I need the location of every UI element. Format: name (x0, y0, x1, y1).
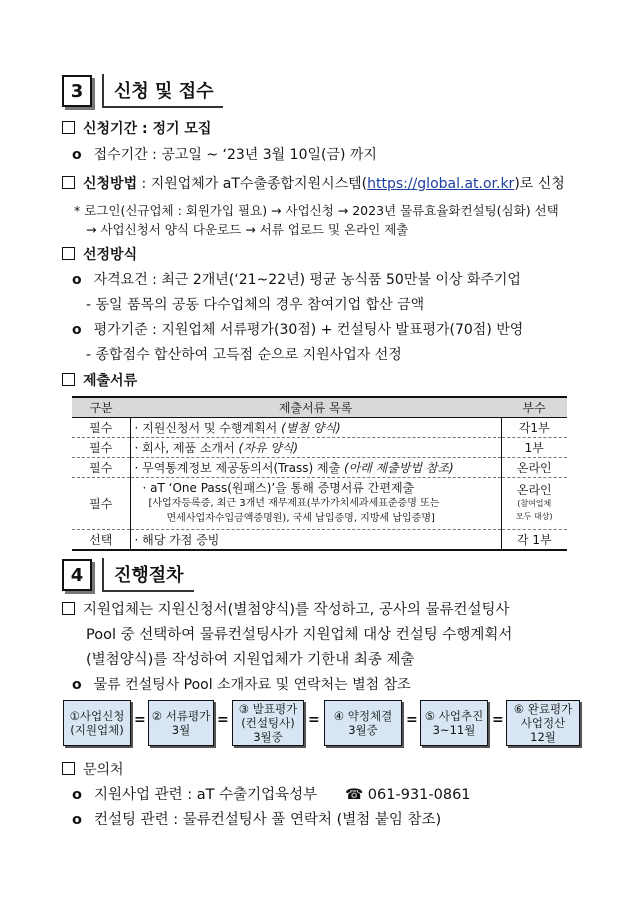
method-note-1: * 로그인(신규업체 : 회원가입 필요) → 사업신청 → 2023년 물류효율화컨설팅(심화) 선택 (74, 203, 559, 218)
selection-item-1: o 자격요건 : 최근 2개년(‘21~22년) 평균 농식품 50만불 이상 화주기업 (72, 272, 521, 288)
table-row (72, 478, 567, 530)
method-note-2: → 사업신청서 양식 다운로드 → 서류 업로드 및 온라인 제출 (86, 222, 409, 237)
procedure-para-3: (별첨양식)를 작성하여 지원업체가 기한내 최종 제출 (86, 652, 415, 668)
flow-equals: = (308, 712, 320, 728)
flow-step-4: ④ 약정체결 3월중 (324, 700, 402, 746)
flow-equals: = (134, 712, 146, 728)
doc-name: · 회사, 제품 소개서 (자유 양식) (130, 438, 501, 458)
section-number: 3 (62, 75, 92, 107)
period-item: o 접수기간 : 공고일 ~ ‘23년 3월 10일(금) 까지 (72, 147, 377, 163)
doc-type: 선택 (72, 530, 130, 551)
doc-name: · 해당 가점 증빙 (130, 530, 501, 551)
section-4-header (62, 558, 194, 592)
circle-bullet-icon: o (72, 787, 82, 803)
flow-step-2: ② 서류평가 3월 (148, 700, 214, 746)
flow-step-3: ③ 발표평가 (컨설팅사) 3월중 (232, 700, 304, 746)
circle-bullet-icon: o (72, 272, 82, 288)
application-link[interactable]: https://global.at.or.kr (367, 176, 515, 192)
table-row (72, 458, 567, 478)
checkbox-square-icon (62, 602, 75, 615)
doc-type: 필수 (72, 458, 130, 478)
documents-heading: 제출서류 (62, 372, 137, 390)
selection-heading: 선정방식 (62, 246, 137, 264)
table-row (72, 530, 567, 551)
checkbox-square-icon (62, 247, 75, 260)
circle-bullet-icon: o (72, 677, 82, 693)
procedure-para-2: Pool 중 선택하여 물류컨설팅사가 지원업체 대상 컨설팅 수행계획서 (86, 627, 513, 643)
column-header: 구분 (72, 397, 130, 418)
doc-count: 1부 (501, 438, 567, 458)
contact-item-2: o 컨설팅 관련 : 물류컨설팅사 풀 연락처 (별첨 붙임 참조) (72, 812, 442, 828)
period-heading: 신청기간 : 정기 모집 (62, 120, 211, 138)
procedure-para-1: 지원업체는 지원신청서(별첨양식)를 작성하고, 공사의 물류컨설팅사 (62, 601, 510, 619)
doc-type: 필수 (72, 478, 130, 530)
section-number: 4 (62, 559, 92, 591)
doc-name: · aT ‘One Pass(원패스)’을 통해 증명서류 간편제출 [사업자등록증, 최근 3개년 재무제표(부가가치세과세표준증명 또는 면세사업자수입금액증명원), 국세 납입증명, 지방세 납입증명] (130, 478, 501, 530)
phone-number: ☎ 061-931-0861 (345, 787, 471, 803)
checkbox-square-icon (62, 762, 75, 775)
selection-item-2: o 평가기준 : 지원업체 서류평가(30점) + 컨설팅사 발표평가(70점) 반영 (72, 322, 524, 338)
contact-heading: 문의처 (62, 761, 124, 779)
circle-bullet-icon: o (72, 147, 82, 163)
flow-step-5: ⑤ 사업추진 3~11월 (420, 700, 488, 746)
doc-count: 각 1부 (501, 530, 567, 551)
checkbox-square-icon (62, 176, 75, 189)
checkbox-square-icon (62, 373, 75, 386)
pool-note: o 물류 컨설팅사 Pool 소개자료 및 연락처는 별첨 참조 (72, 677, 411, 693)
doc-count: 각1부 (501, 418, 567, 438)
table-row (72, 418, 567, 438)
flow-step-6: ⑥ 완료평가 사업정산 12월 (506, 700, 580, 746)
doc-type: 필수 (72, 418, 130, 438)
section-title: 신청 및 접수 (102, 74, 223, 108)
documents-table (72, 396, 567, 551)
table-row (72, 438, 567, 458)
flow-equals: = (217, 712, 229, 728)
flow-equals: = (492, 712, 504, 728)
doc-count: 온라인 (501, 458, 567, 478)
flow-step-1: ①사업신청 (지원업체) (63, 700, 131, 746)
flow-equals: = (406, 712, 418, 728)
selection-item-1-sub: - 동일 품목의 공동 다수업체의 경우 참여기업 합산 금액 (86, 297, 425, 313)
doc-type: 필수 (72, 438, 130, 458)
circle-bullet-icon: o (72, 322, 82, 338)
circle-bullet-icon: o (72, 812, 82, 828)
section-title: 진행절차 (102, 558, 194, 592)
table-header-row (72, 397, 567, 418)
doc-count: 온라인 (참여업체 모두 대상) (501, 478, 567, 530)
selection-item-2-sub: - 종합점수 합산하여 고득점 순으로 지원사업자 선정 (86, 347, 402, 363)
checkbox-square-icon (62, 121, 75, 134)
column-header: 부수 (501, 397, 567, 418)
column-header: 제출서류 목록 (130, 397, 501, 418)
method-heading: 신청방법 : 지원업체가 aT수출종합지원시스템(https://global.at.or.kr)로 신청 (62, 175, 565, 193)
contact-item-1: o 지원사업 관련 : aT 수출기업육성부 ☎ 061-931-0861 (72, 787, 471, 803)
doc-name: · 지원신청서 및 수행계획서 (별첨 양식) (130, 418, 501, 438)
section-3-header (62, 74, 223, 108)
doc-name: · 무역통계정보 제공동의서(Trass) 제출 (아래 제출방법 참조) (130, 458, 501, 478)
